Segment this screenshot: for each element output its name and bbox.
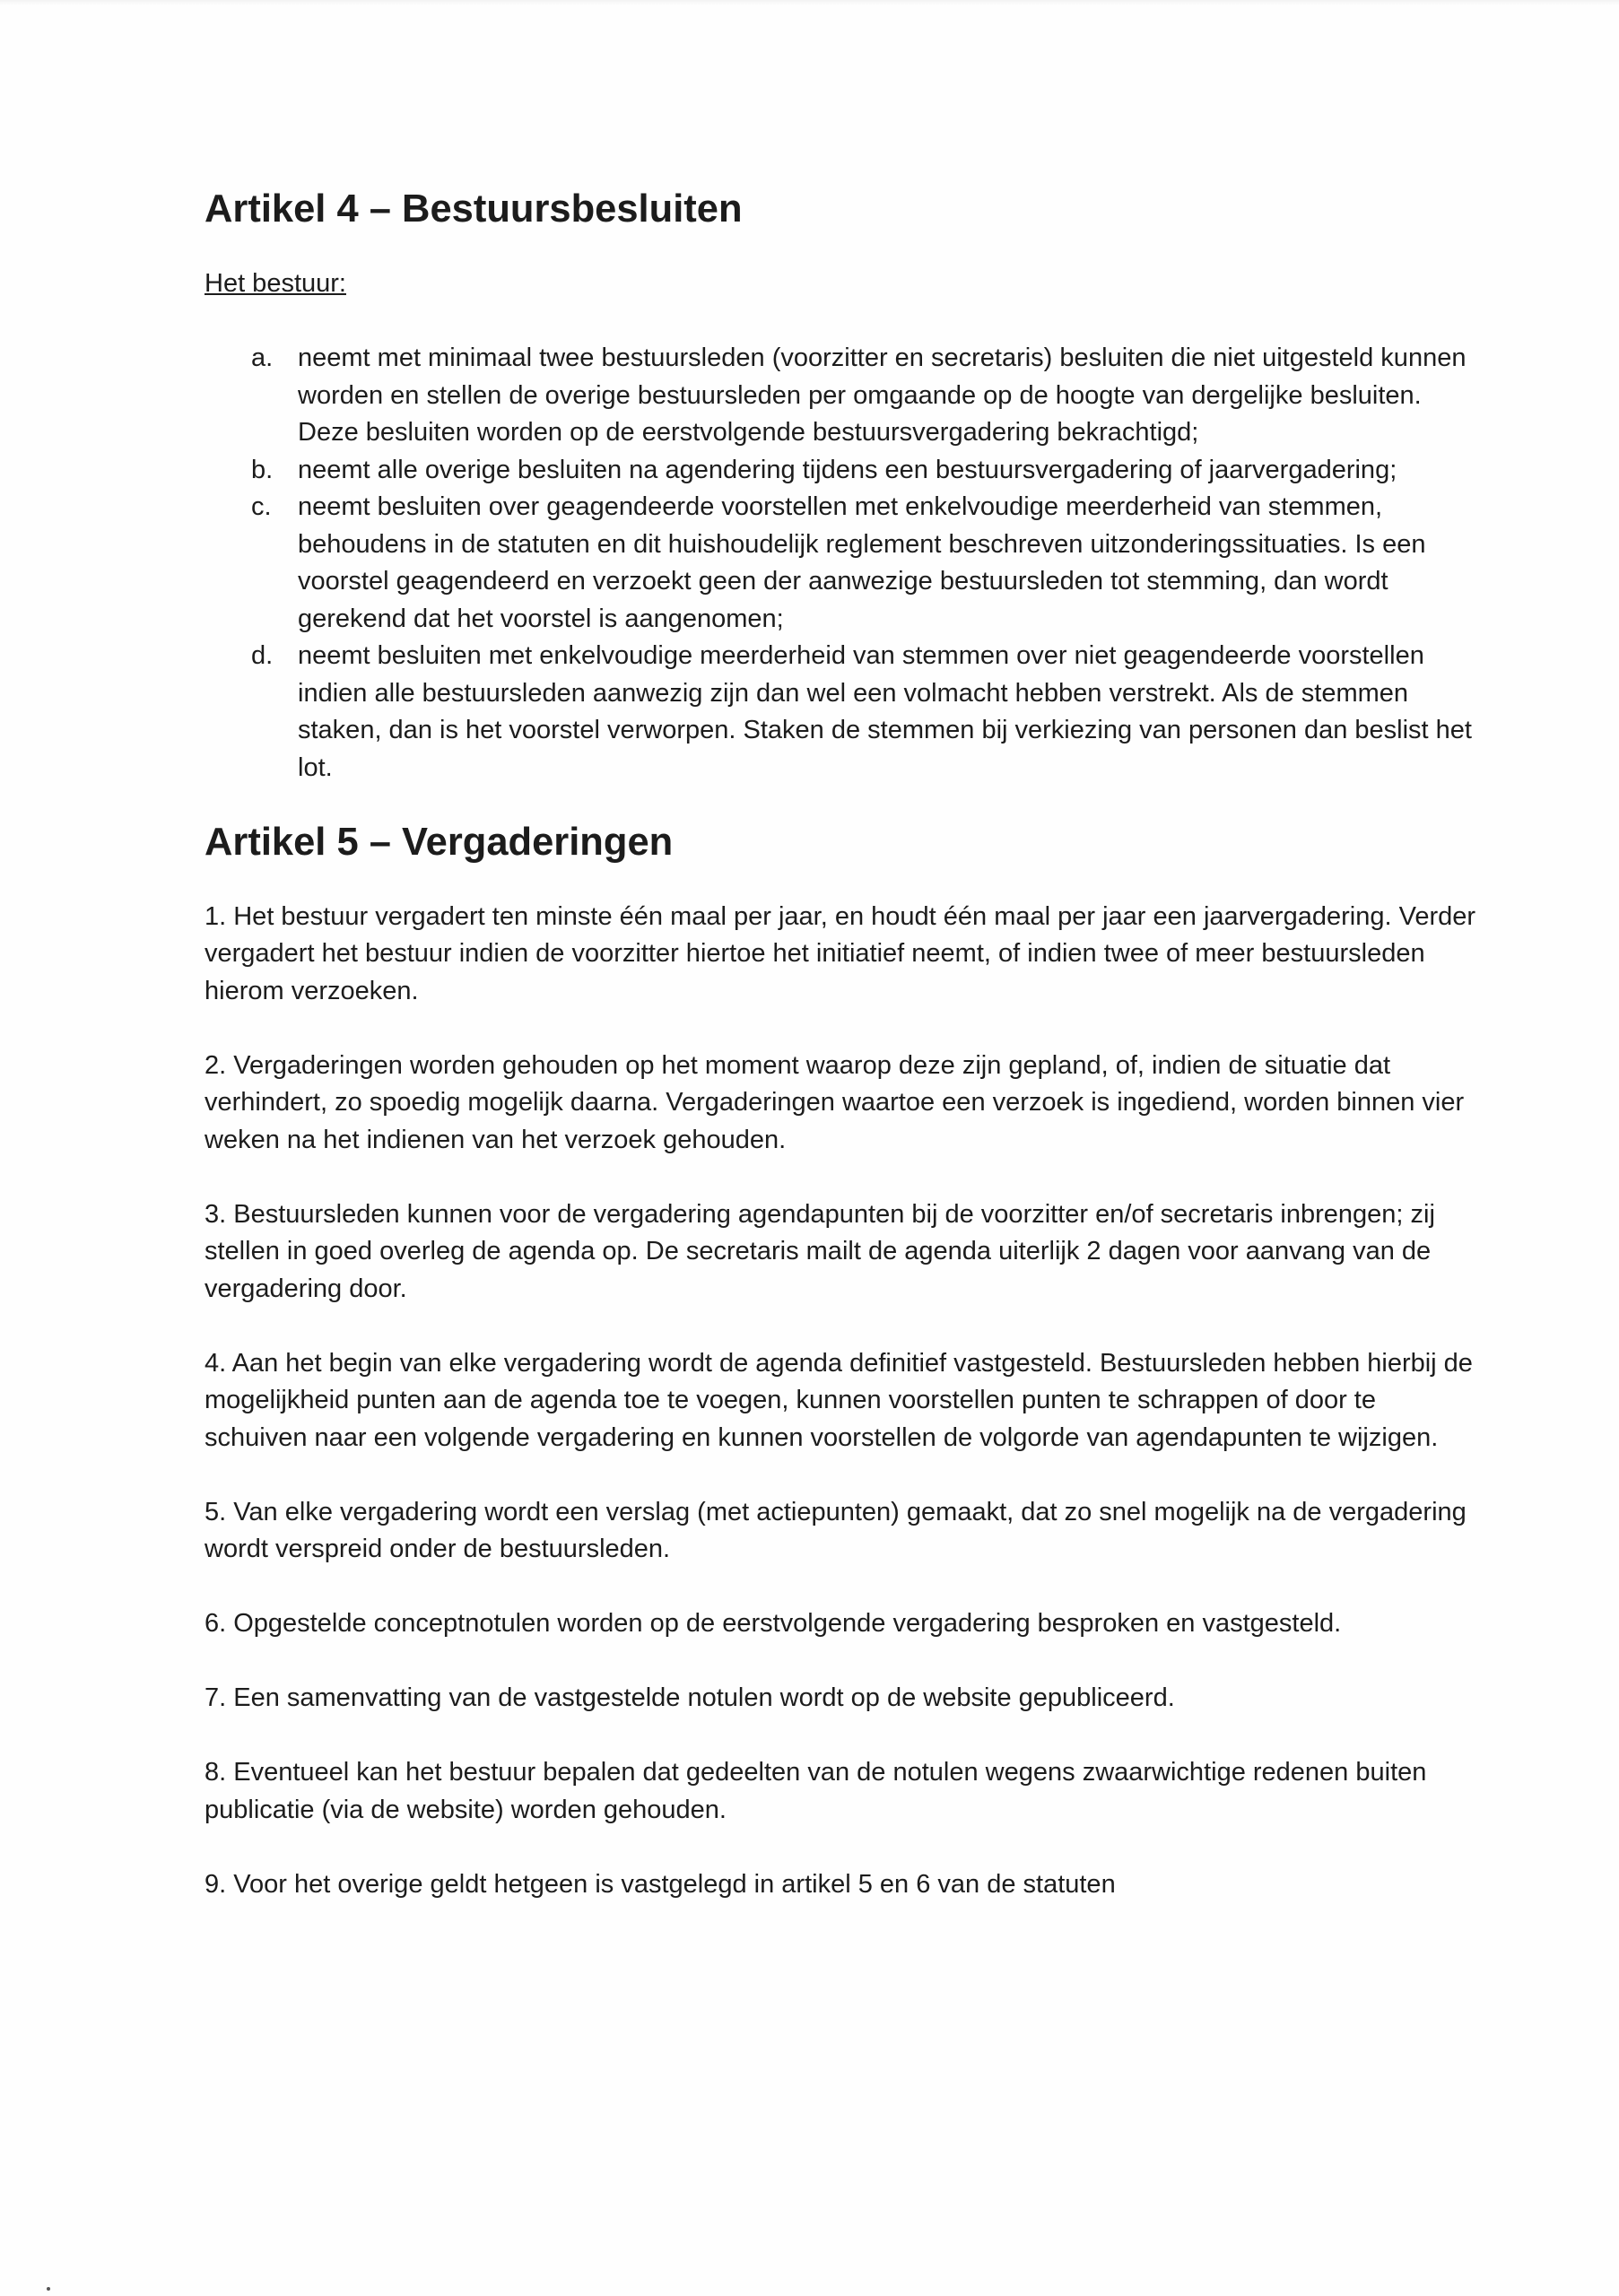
list-item (205, 638, 1478, 787)
article-4-subheading: Het bestuur: (205, 269, 346, 298)
paragraph: 9. Voor het overige geldt hetgeen is vastgelegd in artikel 5 en 6 van de statuten (205, 1869, 1116, 1899)
list-item (205, 452, 1478, 490)
paragraph: 1. Het bestuur vergadert ten minste één maal per jaar, en houdt één maal per jaar een jaarvergadering. Verder vergadert het bestuur indien de voorzitter hiertoe het initiatief neemt, of indien twee of meer bestuursleden hierom verzoeken. (205, 901, 1476, 1005)
list-item-text: neemt met minimaal twee bestuursleden (voorzitter en secretaris) besluiten die niet uitgesteld kunnen worden en stellen de overige bestuursleden per omgaande op de hoogte van dergelijke besluiten. Deze besluiten worden op de eerstvolgende bestuursvergadering bekrachtigd; (298, 344, 1467, 447)
paragraph: 6. Opgestelde conceptnotulen worden op de eerstvolgende vergadering besproken en vastgesteld. (205, 1609, 1342, 1638)
list-marker: b. (251, 455, 274, 484)
scan-edge (0, 0, 1619, 5)
paragraph: 5. Van elke vergadering wordt een verslag (met actiepunten) gemaakt, dat zo snel mogelijk na de vergadering wordt verspreid onder de bestuursleden. (205, 1497, 1467, 1563)
list-item (205, 489, 1478, 638)
scan-speck (47, 2287, 50, 2291)
paragraph: 3. Bestuursleden kunnen voor de vergadering agendapunten bij de voorzitter en/of secretaris inbrengen; zij stellen in goed overleg de agenda op. De secretaris mailt de agenda uiterlijk 2 dagen voor aanvang van de vergadering door. (205, 1199, 1435, 1303)
list-marker: a. (251, 344, 274, 372)
list-marker: c. (251, 492, 272, 521)
list-item (205, 340, 1478, 452)
paragraph: 2. Vergaderingen worden gehouden op het moment waarop deze zijn gepland, of, indien de situatie dat verhindert, zo spoedig mogelijk daarna. Vergaderingen waartoe een verzoek is ingediend, worden binnen vier weken na het indienen van het verzoek gehouden. (205, 1050, 1465, 1154)
article-4-section (205, 187, 1478, 787)
list-item-text: neemt besluiten met enkelvoudige meerderheid van stemmen over niet geagendeerde voorstellen indien alle bestuursleden aanwezig zijn dan wel een volmacht hebben verstrekt. Als de stemmen staken, dan is het voorstel verworpen. Staken de stemmen bij verkiezing van personen dan beslist het lot. (298, 641, 1472, 782)
article-4-heading: Artikel 4 – Bestuursbesluiten (205, 187, 743, 230)
document-body (205, 187, 1478, 1903)
paragraph: 7. Een samenvatting van de vastgestelde notulen wordt op de website gepubliceerd. (205, 1683, 1175, 1712)
list-item-text: neemt alle overige besluiten na agendering tijdens een bestuursvergadering of jaarvergadering; (298, 455, 1397, 484)
paragraph: 8. Eventueel kan het bestuur bepalen dat gedeelten van de notulen wegens zwaarwichtige redenen buiten publicatie (via de website) worden gehouden. (205, 1758, 1427, 1824)
article-4-list (205, 340, 1478, 787)
list-item-text: neemt besluiten over geagendeerde voorstellen met enkelvoudige meerderheid van stemmen, behoudens in de statuten en dit huishoudelijk reglement beschreven uitzonderingssituaties. Is een voorstel geagendeerd en verzoekt geen der aanwezige bestuursleden tot stemming, dan wordt gerekend dat het voorstel is aangenomen; (298, 492, 1426, 633)
paragraph: 4. Aan het begin van elke vergadering wordt de agenda definitief vastgesteld. Bestuursleden hebben hierbij de mogelijkheid punten aan de agenda toe te voegen, kunnen voorstellen punten te schrappen of door te schuiven naar een volgende vergadering en kunnen voorstellen de volgorde van agendapunten te wijzigen. (205, 1348, 1473, 1452)
article-5-section (205, 820, 1478, 1904)
list-marker: d. (251, 641, 274, 670)
article-5-heading: Artikel 5 – Vergaderingen (205, 820, 674, 864)
